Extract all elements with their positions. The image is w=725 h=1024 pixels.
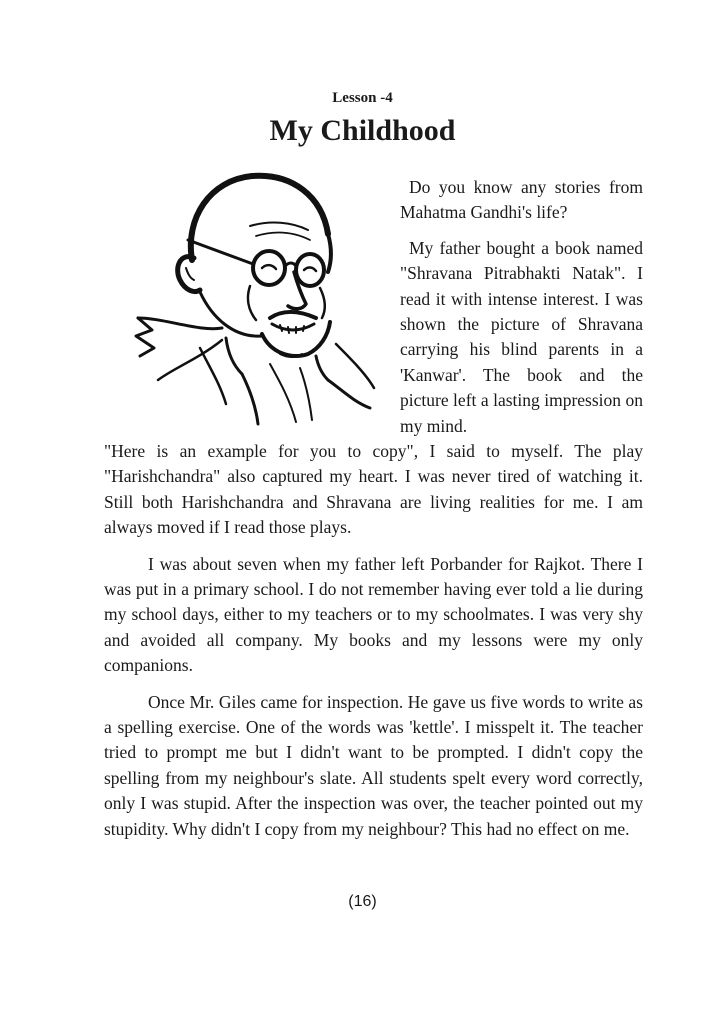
main-text-column: [104, 439, 643, 853]
portrait-illustration: [130, 168, 380, 430]
paragraph-1-side: My father bought a book named "Shravana Pitrabhakti Natak". I read it with intense interest. I was shown the picture of Shravana carrying his blind parents in a 'Kanwar'. The book and the picture left a lasting impression on my mind.: [400, 237, 643, 436]
lesson-label: Lesson -4: [332, 90, 393, 106]
page-number: (16): [348, 893, 377, 910]
side-text-column: [400, 175, 643, 449]
paragraph-1-continued: "Here is an example for you to copy", I said to myself. The play "Harishchandra" also captured my heart. I was never tired of watching it. Still both Harishchandra and Shravana are living realities for me. I am always moved if I read those plays.: [104, 441, 643, 538]
paragraph-2: I was about seven when my father left Porbander for Rajkot. There I was put in a primary school. I do not remember having ever told a lie during my school days, either to my teachers or to my schoolmates. I was very shy and avoided all company. My books and my lessons were my only companions.: [104, 553, 643, 676]
intro-question: Do you know any stories from Mahatma Gandhi's life?: [400, 177, 643, 223]
paragraph-3: Once Mr. Giles came for inspection. He gave us five words to write as a spelling exercise. One of the words was 'kettle'. I misspelt it. The teacher tried to prompt me but I didn't want to be prompted. I didn't copy the spelling from my neighbour's slate. All students spelt every word correctly, only I was stupid. After the inspection was over, the teacher pointed out my stupidity. Why didn't I copy from my neighbour? This had no effect on me.: [104, 691, 643, 839]
page-title: My Childhood: [269, 114, 456, 147]
